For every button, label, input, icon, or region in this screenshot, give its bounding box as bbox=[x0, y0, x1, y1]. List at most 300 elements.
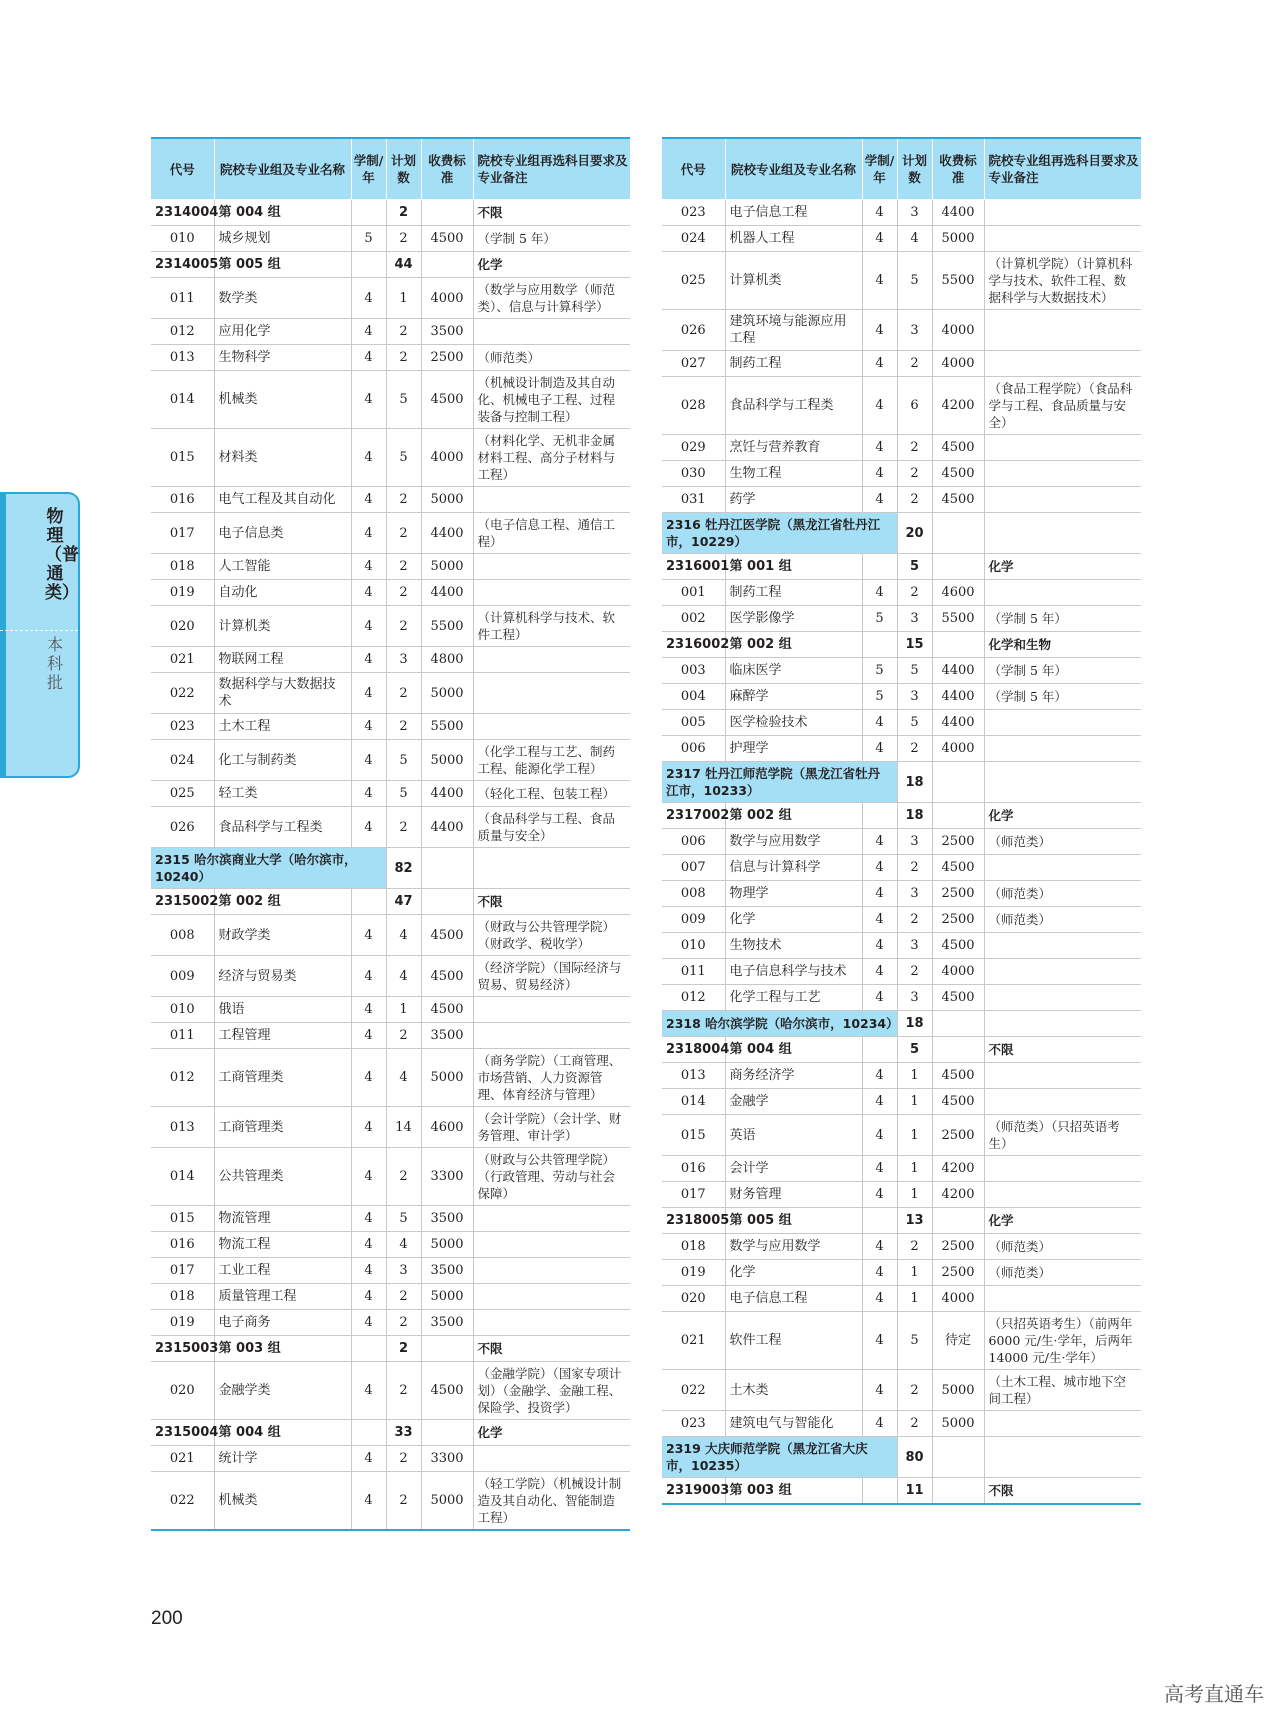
plan-count: 1 bbox=[897, 1286, 932, 1312]
tuition-fee: 4500 bbox=[932, 461, 984, 487]
major-row bbox=[662, 959, 1141, 985]
major-note bbox=[984, 933, 1141, 959]
header-code: 代号 bbox=[662, 138, 725, 200]
fee-cell bbox=[932, 554, 984, 580]
tuition-fee: 4000 bbox=[932, 1286, 984, 1312]
plan-count: 2 bbox=[386, 226, 421, 252]
major-code: 001 bbox=[662, 580, 725, 606]
major-note bbox=[473, 1310, 630, 1336]
tuition-fee: 3300 bbox=[421, 1446, 473, 1472]
tuition-fee: 3500 bbox=[421, 319, 473, 345]
major-code: 019 bbox=[151, 1310, 214, 1336]
plan-count: 2 bbox=[386, 673, 421, 714]
plan-count: 1 bbox=[386, 278, 421, 319]
group-row bbox=[662, 1208, 1141, 1234]
tuition-fee: 2500 bbox=[932, 1115, 984, 1156]
group-name: 第 002 组 bbox=[725, 632, 862, 658]
plan-count: 2 bbox=[386, 554, 421, 580]
plan-count: 2 bbox=[897, 736, 932, 762]
major-row bbox=[151, 1310, 630, 1336]
plan-count: 4 bbox=[386, 956, 421, 997]
major-code: 010 bbox=[151, 226, 214, 252]
tuition-fee: 5500 bbox=[421, 714, 473, 740]
major-name: 数学类 bbox=[214, 278, 351, 319]
plan-count: 2 bbox=[386, 807, 421, 848]
study-years: 4 bbox=[862, 226, 897, 252]
major-name: 计算机类 bbox=[214, 606, 351, 647]
plan-count: 2 bbox=[386, 1023, 421, 1049]
major-name: 信息与计算科学 bbox=[725, 855, 862, 881]
major-row bbox=[151, 554, 630, 580]
major-row bbox=[662, 684, 1141, 710]
plan-count: 1 bbox=[897, 1156, 932, 1182]
major-name: 质量管理工程 bbox=[214, 1284, 351, 1310]
plan-count: 5 bbox=[897, 658, 932, 684]
major-note: （师范类）（只招英语考生） bbox=[984, 1115, 1141, 1156]
major-note bbox=[473, 1206, 630, 1232]
major-note: （学制 5 年） bbox=[984, 606, 1141, 632]
major-name: 化学 bbox=[725, 1260, 862, 1286]
group-name: 第 004 组 bbox=[725, 1037, 862, 1063]
major-name: 物流工程 bbox=[214, 1232, 351, 1258]
major-row bbox=[151, 429, 630, 487]
major-name: 统计学 bbox=[214, 1446, 351, 1472]
study-years: 4 bbox=[351, 278, 386, 319]
major-code: 018 bbox=[662, 1234, 725, 1260]
study-years: 4 bbox=[862, 1182, 897, 1208]
major-code: 012 bbox=[151, 1049, 214, 1107]
major-code: 003 bbox=[662, 658, 725, 684]
major-row bbox=[662, 200, 1141, 226]
major-row bbox=[662, 658, 1141, 684]
study-years: 4 bbox=[351, 429, 386, 487]
group-row bbox=[662, 803, 1141, 829]
major-note: （计算机科学与技术、软件工程） bbox=[473, 606, 630, 647]
major-row bbox=[151, 647, 630, 673]
group-code: 2314005 bbox=[151, 252, 214, 278]
plan-count: 18 bbox=[897, 803, 932, 829]
major-note bbox=[473, 580, 630, 606]
plan-count: 3 bbox=[897, 200, 932, 226]
plan-count: 5 bbox=[897, 252, 932, 310]
major-row bbox=[662, 1089, 1141, 1115]
fee-cell bbox=[932, 1208, 984, 1234]
major-code: 016 bbox=[151, 1232, 214, 1258]
major-note bbox=[473, 1023, 630, 1049]
major-row bbox=[662, 1286, 1141, 1312]
major-code: 028 bbox=[662, 377, 725, 435]
major-code: 015 bbox=[151, 429, 214, 487]
plan-count: 2 bbox=[897, 907, 932, 933]
major-note bbox=[984, 1063, 1141, 1089]
major-row bbox=[151, 487, 630, 513]
group-row bbox=[662, 1037, 1141, 1063]
major-note: （材料化学、无机非金属材料工程、高分子材料与工程） bbox=[473, 429, 630, 487]
major-note bbox=[984, 200, 1141, 226]
major-note bbox=[473, 487, 630, 513]
header-note: 院校专业组再选科目要求及专业备注 bbox=[473, 138, 630, 200]
study-years: 4 bbox=[862, 829, 897, 855]
tuition-fee: 4500 bbox=[421, 226, 473, 252]
major-code: 029 bbox=[662, 435, 725, 461]
major-row bbox=[151, 1446, 630, 1472]
major-row bbox=[662, 377, 1141, 435]
tuition-fee: 4500 bbox=[932, 933, 984, 959]
section-tab-main-label: 物理（普通类） bbox=[45, 507, 79, 603]
major-note: （数学与应用数学（师范类）、信息与计算科学） bbox=[473, 278, 630, 319]
major-name: 金融学 bbox=[725, 1089, 862, 1115]
major-note: （学制 5 年） bbox=[984, 658, 1141, 684]
study-years: 5 bbox=[351, 226, 386, 252]
tuition-fee: 4500 bbox=[421, 915, 473, 956]
study-years: 4 bbox=[862, 461, 897, 487]
tuition-fee: 5000 bbox=[932, 1370, 984, 1411]
major-row bbox=[662, 829, 1141, 855]
major-name: 建筑电气与智能化 bbox=[725, 1411, 862, 1437]
major-note bbox=[984, 710, 1141, 736]
plan-count: 2 bbox=[386, 714, 421, 740]
major-note bbox=[473, 1232, 630, 1258]
tuition-fee: 4200 bbox=[932, 1182, 984, 1208]
major-row bbox=[151, 997, 630, 1023]
tuition-fee: 4400 bbox=[932, 710, 984, 736]
major-name: 建筑环境与能源应用工程 bbox=[725, 310, 862, 351]
university-name: 2317 牡丹江师范学院（黑龙江省牡丹江市，10233） bbox=[662, 762, 897, 803]
major-note bbox=[473, 673, 630, 714]
tuition-fee: 3500 bbox=[421, 1206, 473, 1232]
group-name: 第 003 组 bbox=[214, 1336, 351, 1362]
subject-requirement: 化学 bbox=[984, 1208, 1141, 1234]
section-tab-divider bbox=[0, 630, 78, 631]
major-code: 031 bbox=[662, 487, 725, 513]
study-years: 4 bbox=[351, 554, 386, 580]
major-row bbox=[151, 319, 630, 345]
fee-cell bbox=[932, 1437, 984, 1478]
major-name: 生物科学 bbox=[214, 345, 351, 371]
study-years: 4 bbox=[862, 1286, 897, 1312]
major-name: 公共管理类 bbox=[214, 1148, 351, 1206]
plan-count: 1 bbox=[897, 1089, 932, 1115]
major-note: （计算机学院）（计算机科学与技术、软件工程、数据科学与大数据技术） bbox=[984, 252, 1141, 310]
group-name: 第 001 组 bbox=[725, 554, 862, 580]
study-years: 4 bbox=[351, 371, 386, 429]
study-years: 4 bbox=[351, 1284, 386, 1310]
tuition-fee: 4800 bbox=[421, 647, 473, 673]
group-name: 第 002 组 bbox=[725, 803, 862, 829]
major-name: 财政学类 bbox=[214, 915, 351, 956]
major-row bbox=[662, 435, 1141, 461]
major-note: （师范类） bbox=[984, 1260, 1141, 1286]
major-name: 电子商务 bbox=[214, 1310, 351, 1336]
major-row bbox=[151, 1362, 630, 1420]
major-name: 电子信息工程 bbox=[725, 200, 862, 226]
major-code: 007 bbox=[662, 855, 725, 881]
plan-count: 4 bbox=[386, 1232, 421, 1258]
group-name: 第 002 组 bbox=[214, 889, 351, 915]
plan-count: 2 bbox=[897, 1411, 932, 1437]
study-years: 4 bbox=[351, 1023, 386, 1049]
major-note bbox=[984, 580, 1141, 606]
tuition-fee: 4400 bbox=[421, 781, 473, 807]
major-note bbox=[984, 351, 1141, 377]
plan-count: 20 bbox=[897, 513, 932, 554]
major-code: 022 bbox=[151, 1472, 214, 1531]
group-name: 第 005 组 bbox=[725, 1208, 862, 1234]
major-note: （只招英语考生）（前两年 6000 元/生·学年，后两年 14000 元/生·学年） bbox=[984, 1312, 1141, 1370]
major-note bbox=[984, 435, 1141, 461]
major-row bbox=[151, 807, 630, 848]
major-name: 数学与应用数学 bbox=[725, 829, 862, 855]
tuition-fee: 4000 bbox=[932, 310, 984, 351]
fee-cell bbox=[932, 762, 984, 803]
study-years: 4 bbox=[862, 252, 897, 310]
years-cell bbox=[862, 1037, 897, 1063]
note-cell bbox=[984, 1011, 1141, 1037]
study-years: 4 bbox=[351, 781, 386, 807]
plan-count: 2 bbox=[386, 580, 421, 606]
plan-count: 2 bbox=[897, 855, 932, 881]
tuition-fee: 4400 bbox=[421, 807, 473, 848]
study-years: 4 bbox=[351, 1049, 386, 1107]
major-row bbox=[151, 580, 630, 606]
major-name: 电气工程及其自动化 bbox=[214, 487, 351, 513]
plan-count: 2 bbox=[386, 1446, 421, 1472]
major-code: 011 bbox=[151, 278, 214, 319]
major-note bbox=[473, 319, 630, 345]
header-code: 代号 bbox=[151, 138, 214, 200]
study-years: 5 bbox=[862, 658, 897, 684]
major-code: 023 bbox=[662, 1411, 725, 1437]
major-note: （经济学院）（国际经济与贸易、贸易经济） bbox=[473, 956, 630, 997]
study-years: 4 bbox=[351, 580, 386, 606]
plan-count: 2 bbox=[897, 435, 932, 461]
tuition-fee: 2500 bbox=[932, 881, 984, 907]
major-name: 电子信息工程 bbox=[725, 1286, 862, 1312]
major-name: 物理学 bbox=[725, 881, 862, 907]
major-code: 006 bbox=[662, 829, 725, 855]
major-row bbox=[662, 736, 1141, 762]
major-code: 022 bbox=[662, 1370, 725, 1411]
major-row bbox=[662, 310, 1141, 351]
major-name: 商务经济学 bbox=[725, 1063, 862, 1089]
major-code: 018 bbox=[151, 554, 214, 580]
tuition-fee: 4000 bbox=[421, 278, 473, 319]
study-years: 4 bbox=[351, 807, 386, 848]
major-name: 生物技术 bbox=[725, 933, 862, 959]
subject-requirement: 不限 bbox=[984, 1037, 1141, 1063]
study-years: 4 bbox=[862, 1115, 897, 1156]
major-code: 020 bbox=[151, 606, 214, 647]
major-code: 008 bbox=[662, 881, 725, 907]
study-years: 4 bbox=[351, 1206, 386, 1232]
subject-requirement: 化学和生物 bbox=[984, 632, 1141, 658]
study-years: 4 bbox=[862, 580, 897, 606]
fee-cell bbox=[421, 1420, 473, 1446]
table-header-row bbox=[151, 138, 630, 200]
plan-count: 2 bbox=[386, 1310, 421, 1336]
plan-count: 4 bbox=[897, 226, 932, 252]
group-name: 第 004 组 bbox=[214, 1420, 351, 1446]
study-years: 4 bbox=[862, 1089, 897, 1115]
study-years: 4 bbox=[862, 435, 897, 461]
major-note bbox=[984, 736, 1141, 762]
major-name: 食品科学与工程类 bbox=[725, 377, 862, 435]
plan-count: 15 bbox=[897, 632, 932, 658]
plan-count: 3 bbox=[897, 606, 932, 632]
study-years: 4 bbox=[351, 345, 386, 371]
plan-count: 3 bbox=[897, 310, 932, 351]
major-row bbox=[662, 933, 1141, 959]
major-note: （食品工程学院）（食品科学与工程、食品质量与安全） bbox=[984, 377, 1141, 435]
tuition-fee: 4400 bbox=[932, 658, 984, 684]
major-note: （师范类） bbox=[984, 881, 1141, 907]
major-note: （师范类） bbox=[984, 829, 1141, 855]
major-code: 014 bbox=[151, 371, 214, 429]
major-name: 软件工程 bbox=[725, 1312, 862, 1370]
tuition-fee: 5000 bbox=[421, 1232, 473, 1258]
tuition-fee: 5000 bbox=[421, 487, 473, 513]
major-note: （机械设计制造及其自动化、机械电子工程、过程装备与控制工程） bbox=[473, 371, 630, 429]
fee-cell bbox=[421, 1336, 473, 1362]
study-years: 4 bbox=[351, 1232, 386, 1258]
years-cell bbox=[862, 1478, 897, 1505]
tuition-fee: 待定 bbox=[932, 1312, 984, 1370]
admission-table-left bbox=[151, 137, 630, 1531]
major-note bbox=[473, 647, 630, 673]
major-row bbox=[662, 1115, 1141, 1156]
major-note: （师范类） bbox=[473, 345, 630, 371]
watermark: 高考直通车 bbox=[1164, 1682, 1264, 1706]
study-years: 4 bbox=[862, 1312, 897, 1370]
study-years: 4 bbox=[351, 1446, 386, 1472]
major-name: 烹饪与营养教育 bbox=[725, 435, 862, 461]
study-years: 4 bbox=[862, 1370, 897, 1411]
major-row bbox=[151, 740, 630, 781]
study-years: 4 bbox=[862, 710, 897, 736]
major-name: 医学检验技术 bbox=[725, 710, 862, 736]
major-row bbox=[662, 461, 1141, 487]
plan-count: 3 bbox=[386, 1258, 421, 1284]
plan-count: 5 bbox=[897, 1037, 932, 1063]
major-row bbox=[662, 226, 1141, 252]
plan-count: 2 bbox=[386, 1336, 421, 1362]
major-name: 数据科学与大数据技术 bbox=[214, 673, 351, 714]
major-name: 经济与贸易类 bbox=[214, 956, 351, 997]
major-name: 机械类 bbox=[214, 1472, 351, 1531]
tuition-fee: 4500 bbox=[932, 487, 984, 513]
major-code: 013 bbox=[662, 1063, 725, 1089]
plan-count: 5 bbox=[386, 371, 421, 429]
major-code: 010 bbox=[151, 997, 214, 1023]
plan-count: 2 bbox=[897, 580, 932, 606]
major-row bbox=[151, 1284, 630, 1310]
major-note bbox=[984, 226, 1141, 252]
tuition-fee: 5000 bbox=[421, 1284, 473, 1310]
plan-count: 1 bbox=[897, 1063, 932, 1089]
header-name: 院校专业组及专业名称 bbox=[725, 138, 862, 200]
plan-count: 2 bbox=[386, 487, 421, 513]
group-row bbox=[662, 632, 1141, 658]
note-cell bbox=[473, 848, 630, 889]
major-code: 008 bbox=[151, 915, 214, 956]
major-name: 自动化 bbox=[214, 580, 351, 606]
plan-count: 2 bbox=[386, 1284, 421, 1310]
header-plan: 计划数 bbox=[386, 138, 421, 200]
plan-count: 3 bbox=[897, 881, 932, 907]
major-code: 023 bbox=[662, 200, 725, 226]
major-note bbox=[473, 714, 630, 740]
major-name: 数学与应用数学 bbox=[725, 1234, 862, 1260]
plan-count: 5 bbox=[897, 1312, 932, 1370]
plan-count: 2 bbox=[897, 461, 932, 487]
major-name: 工程管理 bbox=[214, 1023, 351, 1049]
major-code: 016 bbox=[151, 487, 214, 513]
major-note bbox=[984, 985, 1141, 1011]
major-code: 023 bbox=[151, 714, 214, 740]
header-years: 学制/年 bbox=[862, 138, 897, 200]
major-name: 材料类 bbox=[214, 429, 351, 487]
study-years: 4 bbox=[862, 985, 897, 1011]
major-code: 018 bbox=[151, 1284, 214, 1310]
major-code: 011 bbox=[151, 1023, 214, 1049]
section-tab-bar bbox=[0, 492, 6, 778]
major-code: 010 bbox=[662, 933, 725, 959]
major-note: （会计学院）（会计学、财务管理、审计学） bbox=[473, 1107, 630, 1148]
major-note bbox=[984, 461, 1141, 487]
plan-count: 2 bbox=[386, 345, 421, 371]
major-code: 011 bbox=[662, 959, 725, 985]
major-code: 024 bbox=[151, 740, 214, 781]
major-code: 017 bbox=[662, 1182, 725, 1208]
major-note: （轻工学院）（机械设计制造及其自动化、智能制造工程） bbox=[473, 1472, 630, 1531]
tuition-fee: 4600 bbox=[932, 580, 984, 606]
years-cell bbox=[351, 252, 386, 278]
university-row bbox=[662, 513, 1141, 554]
fee-cell bbox=[421, 848, 473, 889]
years-cell bbox=[351, 200, 386, 226]
years-cell bbox=[862, 803, 897, 829]
study-years: 4 bbox=[862, 736, 897, 762]
fee-cell bbox=[932, 513, 984, 554]
major-note bbox=[473, 1284, 630, 1310]
major-name: 城乡规划 bbox=[214, 226, 351, 252]
major-note bbox=[473, 997, 630, 1023]
major-row bbox=[662, 487, 1141, 513]
years-cell bbox=[351, 1420, 386, 1446]
study-years: 4 bbox=[351, 1472, 386, 1531]
major-name: 机器人工程 bbox=[725, 226, 862, 252]
plan-count: 1 bbox=[386, 997, 421, 1023]
major-row bbox=[662, 351, 1141, 377]
plan-count: 14 bbox=[386, 1107, 421, 1148]
major-name: 物流管理 bbox=[214, 1206, 351, 1232]
fee-cell bbox=[932, 1037, 984, 1063]
plan-count: 4 bbox=[386, 1049, 421, 1107]
plan-count: 47 bbox=[386, 889, 421, 915]
header-name: 院校专业组及专业名称 bbox=[214, 138, 351, 200]
study-years: 4 bbox=[351, 606, 386, 647]
major-note bbox=[984, 1411, 1141, 1437]
subject-requirement: 化学 bbox=[984, 554, 1141, 580]
plan-count: 3 bbox=[897, 985, 932, 1011]
study-years: 4 bbox=[351, 487, 386, 513]
plan-count: 2 bbox=[897, 1234, 932, 1260]
plan-count: 11 bbox=[897, 1478, 932, 1505]
group-code: 2316001 bbox=[662, 554, 725, 580]
tuition-fee: 2500 bbox=[421, 345, 473, 371]
years-cell bbox=[351, 1336, 386, 1362]
major-code: 021 bbox=[151, 647, 214, 673]
